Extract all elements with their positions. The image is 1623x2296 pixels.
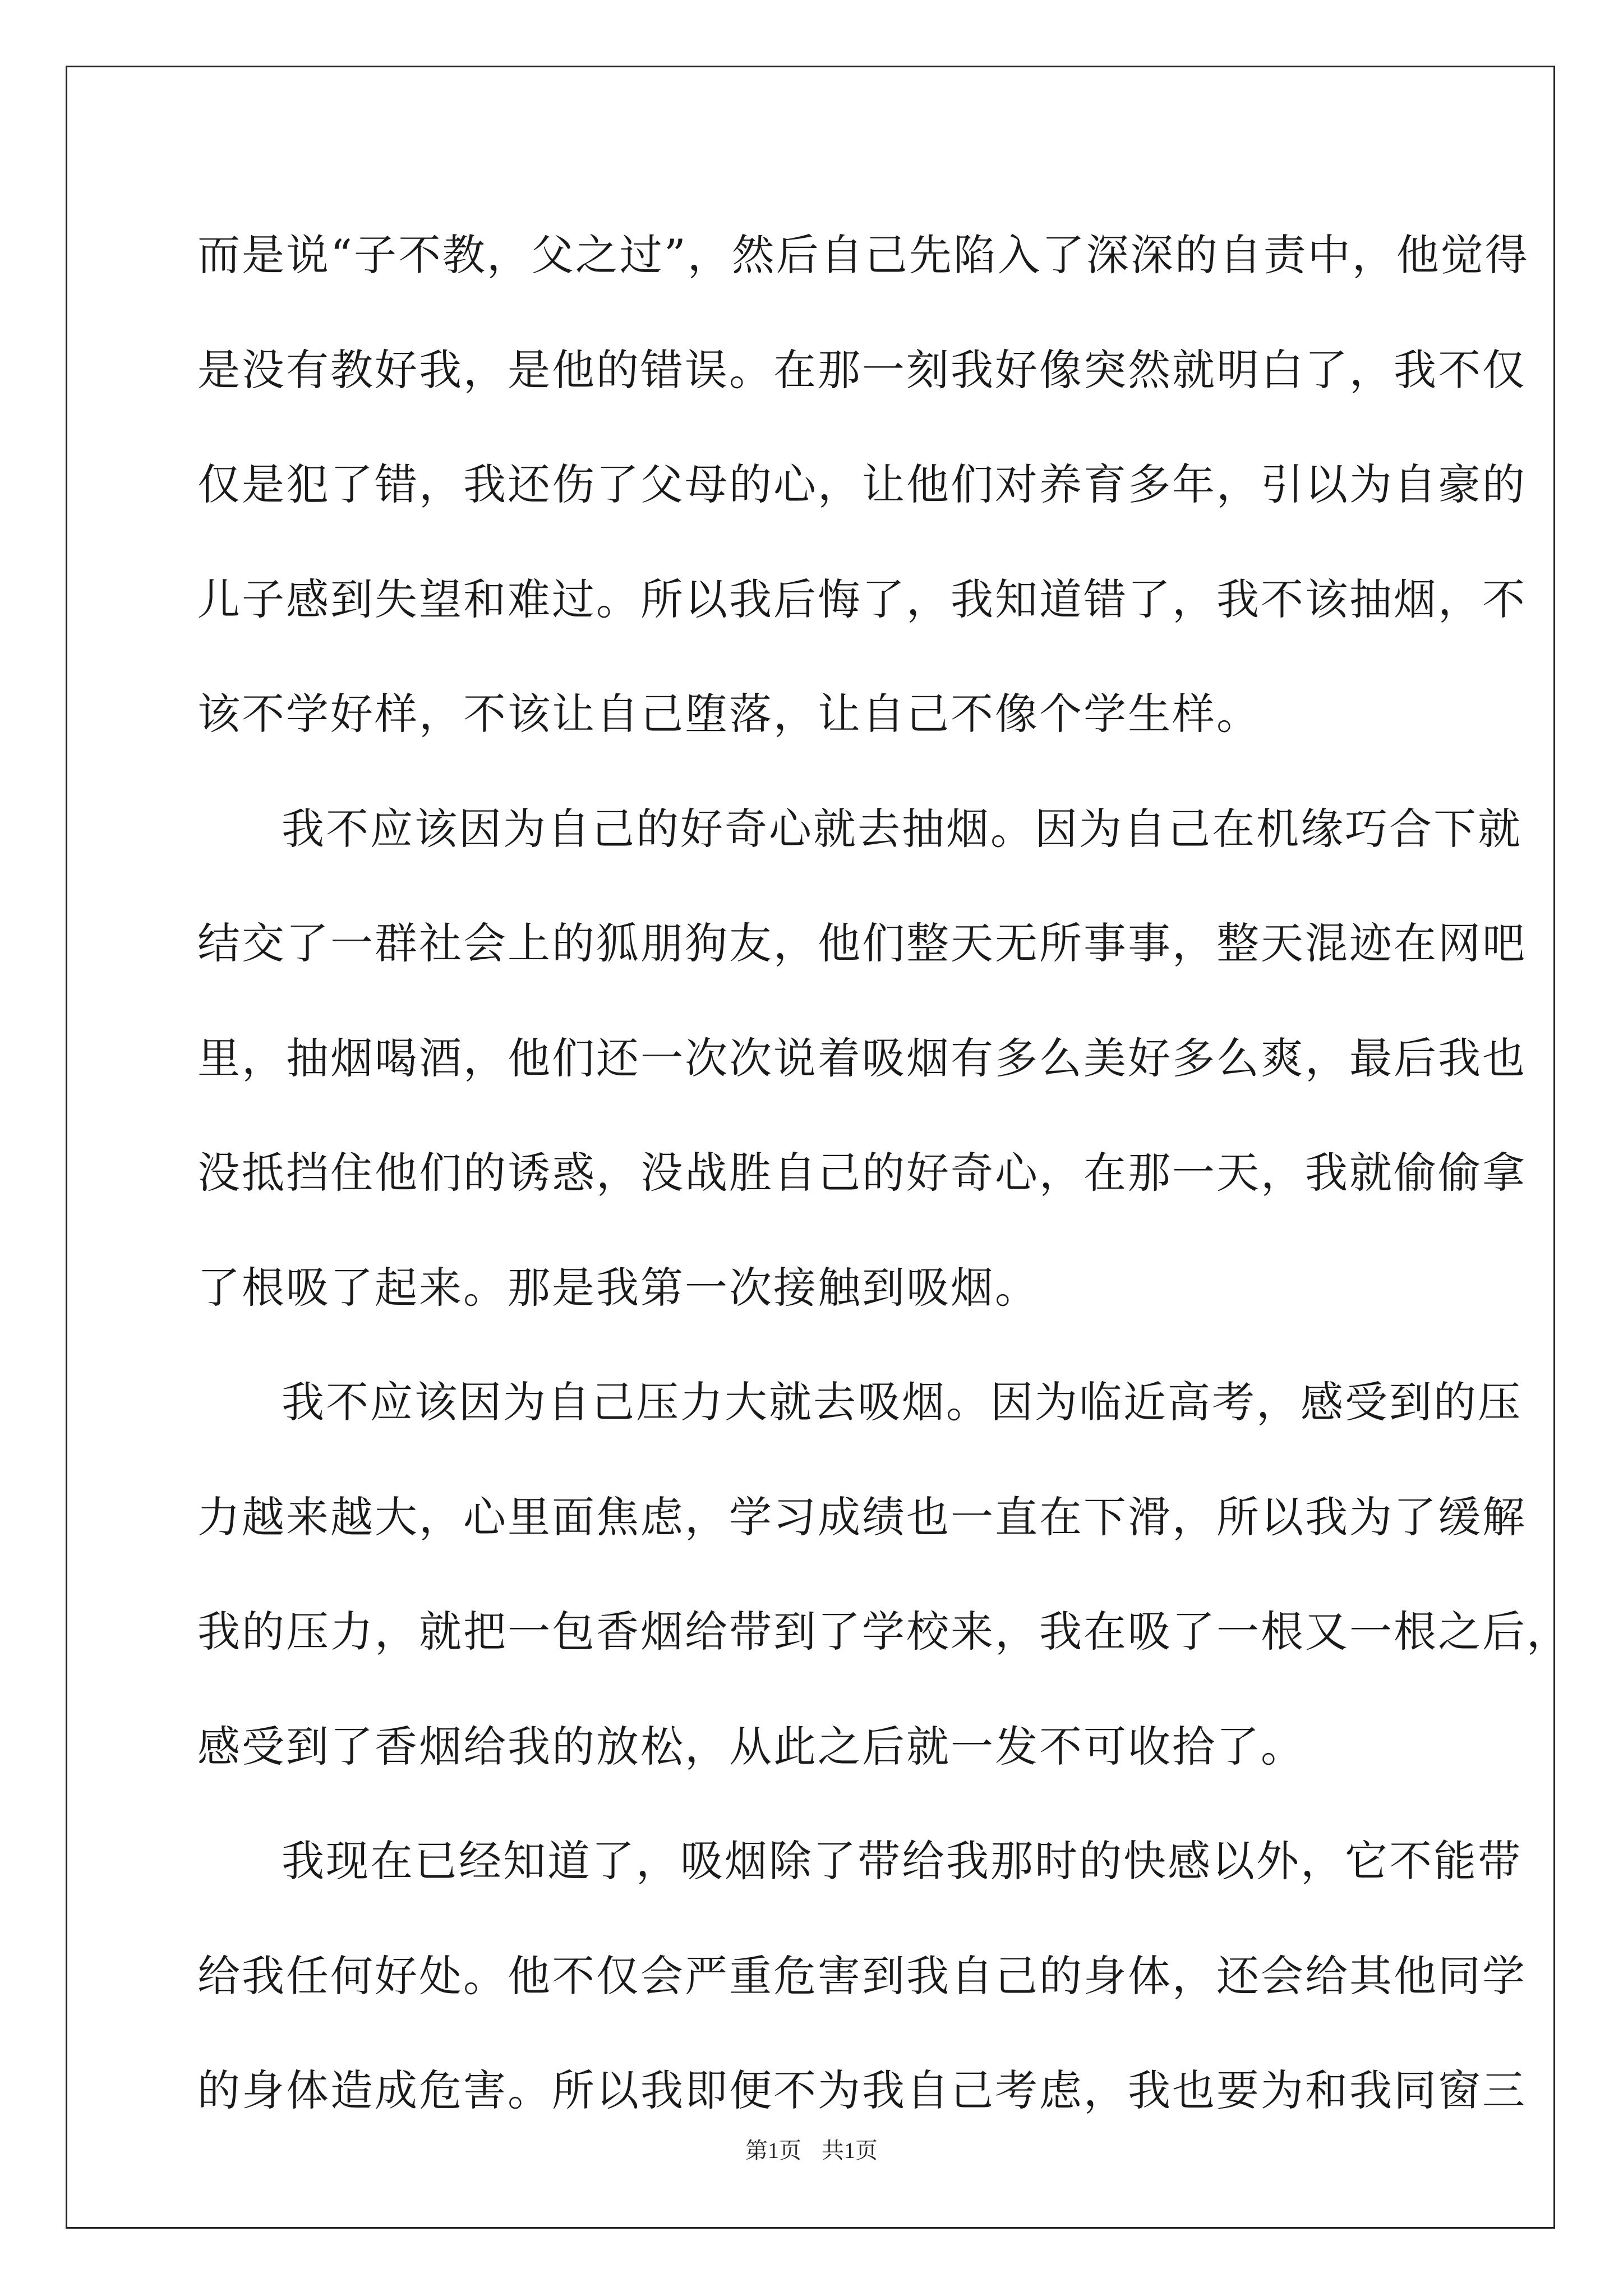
text-line: 结交了一群社会上的狐朋狗友，他们整天无所事事，整天混迹在网吧 [197,918,1527,968]
text-line: 我不应该因为自己压力大就去吸烟。因为临近高考，感受到的压 [282,1377,1522,1427]
text-line: 感受到了香烟给我的放松，从此之后就一发不可收拾了。 [197,1721,1305,1772]
text-line: 而是说“子不教，父之过”，然后自己先陷入了深深的自责中，他觉得 [197,230,1529,280]
text-line: 我不应该因为自己的好奇心就去抽烟。因为自己在机缘巧合下就 [282,803,1522,854]
document-body [197,210,1571,2161]
text-line: 仅是犯了错，我还伤了父母的心，让他们对养育多年，引以为自豪的 [197,459,1527,509]
text-line: 力越来越大，心里面焦虑，学习成绩也一直在下滑，所以我为了缓解 [197,1492,1527,1542]
page-number-total: 共1页 [822,2138,878,2163]
text-line: 给我任何好处。他不仅会严重危害到我自己的身体，还会给其他同学 [197,1950,1527,2001]
text-line: 该不学好样，不该让自己堕落，让自己不像个学生样。 [197,689,1261,739]
page-footer [0,2133,1623,2165]
page-number-current: 第1页 [745,2138,801,2163]
text-line: 没抵挡住他们的诱惑，没战胜自己的好奇心，在那一天，我就偷偷拿 [197,1148,1527,1198]
text-line: 了根吸了起来。那是我第一次接触到吸烟。 [197,1262,1039,1313]
text-line: 我现在已经知道了，吸烟除了带给我那时的快感以外，它不能带 [282,1836,1522,1886]
text-line: 里，抽烟喝酒，他们还一次次说着吸烟有多么美好多么爽，最后我也 [197,1033,1527,1083]
text-line: 的身体造成危害。所以我即便不为我自己考虑，我也要为和我同窗三 [197,2065,1527,2115]
text-line: 我的压力，就把一包香烟给带到了学校来，我在吸了一根又一根之后， [197,1607,1571,1657]
text-line: 儿子感到失望和难过。所以我后悔了，我知道错了，我不该抽烟，不 [197,574,1527,624]
text-line: 是没有教好我，是他的错误。在那一刻我好像突然就明白了，我不仅 [197,344,1527,395]
